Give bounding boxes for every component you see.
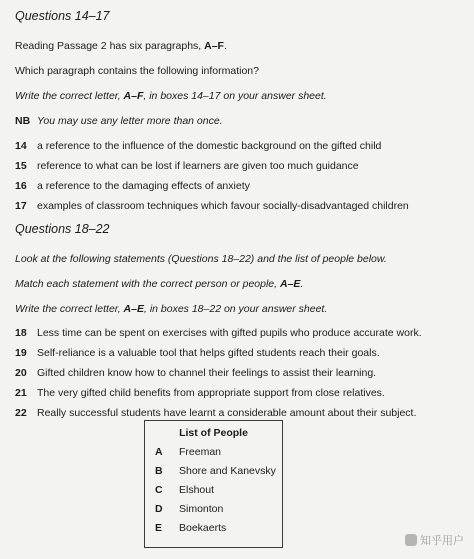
person-row	[145, 503, 282, 516]
person-name: Simonton	[179, 503, 224, 515]
person-name: Boekaerts	[179, 522, 227, 534]
nb-label: NB	[15, 115, 31, 127]
person-row	[145, 484, 282, 497]
question-number: 14	[15, 140, 27, 152]
statement-text: Really successful students have learnt a considerable amount about their subject.	[37, 407, 417, 419]
zhihu-logo-icon	[405, 534, 417, 546]
statement-text: Less time can be spent on exercises with gifted pupils who produce accurate work.	[37, 327, 422, 339]
instruction-range: A–F	[123, 90, 144, 102]
question-number: 17	[15, 200, 27, 212]
nb-text: You may use any letter more than once.	[37, 115, 223, 127]
person-letter: D	[155, 503, 163, 515]
list-of-people-box	[144, 420, 283, 548]
statement-text: The very gifted child benefits from appropriate support from close relatives.	[37, 387, 385, 399]
person-letter: E	[155, 522, 163, 534]
statement-item	[15, 387, 465, 400]
question-text: examples of classroom techniques which favour socially-disadvantaged children	[37, 200, 409, 212]
statement-number: 19	[15, 347, 27, 359]
section-heading-18-22: Questions 18–22	[15, 222, 110, 236]
statement-text: Self-reliance is a valuable tool that helps gifted students reach their goals.	[37, 347, 380, 359]
passage-intro-before: Reading Passage 2 has six paragraphs,	[15, 40, 205, 52]
instruction-after: , in boxes 14–17 on your answer sheet.	[143, 90, 327, 102]
person-row	[145, 465, 282, 478]
statement-number: 18	[15, 327, 27, 339]
question-list-18-22	[15, 327, 465, 420]
person-name: Freeman	[179, 446, 222, 458]
question-text: a reference to the influence of the domestic background on the gifted child	[37, 140, 382, 152]
instruction-before: Write the correct letter,	[15, 303, 124, 315]
question-item	[15, 140, 465, 153]
zhihu-watermark	[405, 532, 464, 548]
person-name: Shore and Kanevsky	[179, 465, 276, 477]
statement-number: 21	[15, 387, 27, 399]
list-of-people-title: List of People	[179, 427, 248, 439]
match-after: .	[300, 278, 304, 290]
statement-item	[15, 347, 465, 360]
match-before: Match each statement with the correct person or people,	[15, 278, 280, 290]
person-letter: A	[155, 446, 163, 458]
statement-item	[15, 327, 465, 340]
statement-number: 22	[15, 407, 27, 419]
question-text: reference to what can be lost if learners are given too much guidance	[37, 160, 359, 172]
question-item	[15, 180, 465, 193]
section-heading-14-17: Questions 14–17	[15, 9, 110, 23]
question-list-14-17	[15, 140, 465, 213]
match-instruction	[15, 277, 465, 291]
question-number: 15	[15, 160, 27, 172]
instruction-before: Write the correct letter,	[15, 90, 124, 102]
person-name: Elshout	[179, 484, 215, 496]
statement-item	[15, 407, 465, 420]
person-row	[145, 446, 282, 459]
question-item	[15, 160, 465, 173]
answer-instruction-18-22	[15, 302, 465, 316]
question-prompt: Which paragraph contains the following information?	[15, 65, 259, 77]
person-letter: B	[155, 465, 163, 477]
instruction-after: , in boxes 18–22 on your answer sheet.	[143, 303, 328, 315]
question-text: a reference to the damaging effects of anxiety	[37, 180, 250, 192]
person-row	[145, 522, 282, 535]
passage-intro-range: A–F	[204, 40, 224, 52]
passage-intro-after: .	[223, 40, 227, 52]
statement-text: Gifted children know how to channel their feelings to assist their learning.	[37, 367, 377, 379]
reading-questions-page	[15, 8, 465, 428]
watermark-text: 知乎用户	[420, 534, 464, 547]
statements-intro: Look at the following statements (Questions 18–22) and the list of people below.	[15, 253, 387, 265]
question-item	[15, 200, 465, 213]
passage-intro	[15, 39, 465, 53]
person-letter: C	[155, 484, 163, 496]
statement-item	[15, 367, 465, 380]
answer-instruction-14-17	[15, 89, 465, 103]
instruction-range: A–E	[123, 303, 144, 315]
nb-note	[15, 114, 465, 128]
question-number: 16	[15, 180, 27, 192]
match-range: A–E	[279, 278, 301, 290]
statement-number: 20	[15, 367, 27, 379]
